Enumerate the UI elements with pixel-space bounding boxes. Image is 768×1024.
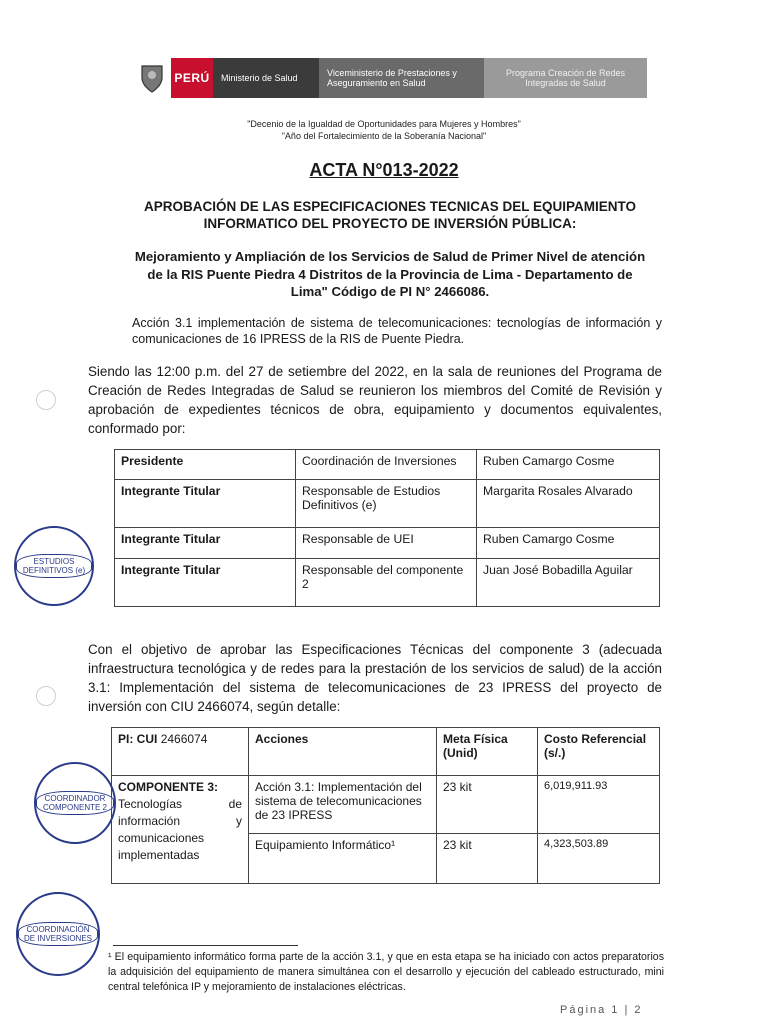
table-row — [115, 559, 660, 607]
header-cui — [112, 728, 249, 776]
table-row — [115, 528, 660, 559]
component-title: COMPONENTE 3: — [118, 780, 219, 794]
goal-cell: 23 kit — [437, 834, 538, 884]
name-cell: Ruben Camargo Cosme — [477, 528, 660, 559]
table-row — [115, 480, 660, 528]
seal-text: COORDINADOR COMPONENTE 2 — [36, 791, 114, 815]
header-cost: Costo Referencial (s/.) — [538, 728, 660, 776]
program-label: Programa Creación de Redes Integradas de Salud — [484, 58, 647, 98]
vice-ministry-label: Viceministerio de Prestaciones y Aseguramiento en Salud — [319, 58, 484, 98]
seal-stamp — [14, 526, 94, 606]
role-cell: Integrante Titular — [115, 559, 296, 607]
slogan-line: "Decenio de la Igualdad de Oportunidades para Mujeres y Hombres" — [247, 119, 521, 129]
country-label: PERÚ — [171, 58, 213, 98]
footnote-separator — [113, 945, 298, 946]
footnote: ¹ El equipamiento informático forma parte de la acción 3.1, y que en esta etapa se ha iniciado con actos preparatorios la adquisición del equipamiento de manera simultánea con el desarrollo y ejecución del cableado estructurado, mini central telefónica IP y mejoramiento de instalaciones eléctricas. — [108, 951, 664, 993]
component-cell — [112, 776, 249, 884]
header-banner — [133, 58, 647, 98]
action-description: Acción 3.1 implementación de sistema de telecomunicaciones: tecnologías de información y comunicaciones de 16 IPRESS de la RIS de Puente Piedra. — [132, 316, 662, 346]
project-name: Mejoramiento y Ampliación de los Servicios de Salud de Primer Nivel de atención de la RIS Puente Piedra 4 Distritos de la Provincia de Lima - Departamento de Lima" Código de PI N° 2466086. — [134, 249, 646, 299]
cui-value: 2466074 — [160, 732, 208, 746]
name-cell: Juan José Bobadilla Aguilar — [477, 559, 660, 607]
area-cell: Responsable del componente 2 — [296, 559, 477, 607]
header-actions: Acciones — [249, 728, 437, 776]
objective-paragraph: Con el objetivo de aprobar las Especificaciones Técnicas del componente 3 (adecuada infraestructura tecnológica y de redes para la prestación de los servicios de salud) de la acción 3.1: Implementación del sistema de telecomunicaciones de 23 IPRESS del proyecto de inversión con CIU 2466074, según detalle: — [88, 642, 662, 714]
action-cell: Equipamiento Informático¹ — [249, 834, 437, 884]
meeting-paragraph: Siendo las 12:00 p.m. del 27 de setiembre del 2022, en la sala de reuniones del Programa de Creación de Redes Integradas de Salud se reunieron los miembros del Comité de Revisión y aprobación de expedientes técnicos de obra, equipamiento y documentos equivalentes, conformado por: — [88, 364, 662, 436]
cost-cell: 6,019,911.93 — [538, 776, 660, 834]
document-subtitle: APROBACIÓN DE LAS ESPECIFICACIONES TECNICAS DEL EQUIPAMIENTO INFORMATICO DEL PROYECTO DE INVERSIÓN PÚBLICA: — [143, 199, 637, 231]
committee-table — [114, 449, 660, 607]
ministry-label: Ministerio de Salud — [213, 58, 319, 98]
slogans — [0, 118, 768, 142]
action-cell: Acción 3.1: Implementación del sistema de telecomunicaciones de 23 IPRESS — [249, 776, 437, 834]
document-title: ACTA N°013-2022 — [309, 160, 459, 180]
hole-punch-mark — [36, 390, 56, 410]
seal-stamp — [16, 892, 100, 976]
coat-of-arms-icon — [133, 58, 171, 98]
table-row — [112, 776, 660, 834]
component-description: Tecnologías de información y comunicaciones implementadas — [118, 797, 242, 862]
page-number: Página 1 | 2 — [560, 1004, 643, 1016]
hole-punch-mark — [36, 686, 56, 706]
role-cell: Integrante Titular — [115, 528, 296, 559]
detail-table — [111, 727, 660, 884]
cui-label: PI: CUI — [118, 732, 158, 746]
cost-cell: 4,323,503.89 — [538, 834, 660, 884]
name-cell: Ruben Camargo Cosme — [477, 450, 660, 480]
area-cell: Coordinación de Inversiones — [296, 450, 477, 480]
seal-text: COORDINACIÓN DE INVERSIONES — [18, 922, 98, 946]
slogan-line: "Año del Fortalecimiento de la Soberanía Nacional" — [281, 131, 487, 141]
table-header-row — [112, 728, 660, 776]
seal-stamp — [34, 762, 116, 844]
name-cell: Margarita Rosales Alvarado — [477, 480, 660, 528]
role-cell: Presidente — [115, 450, 296, 480]
area-cell: Responsable de UEI — [296, 528, 477, 559]
goal-cell: 23 kit — [437, 776, 538, 834]
header-goal: Meta Física (Unid) — [437, 728, 538, 776]
role-cell: Integrante Titular — [115, 480, 296, 528]
seal-text: ESTUDIOS DEFINITIVOS (e) — [16, 554, 92, 578]
table-row — [115, 450, 660, 480]
area-cell: Responsable de Estudios Definitivos (e) — [296, 480, 477, 528]
